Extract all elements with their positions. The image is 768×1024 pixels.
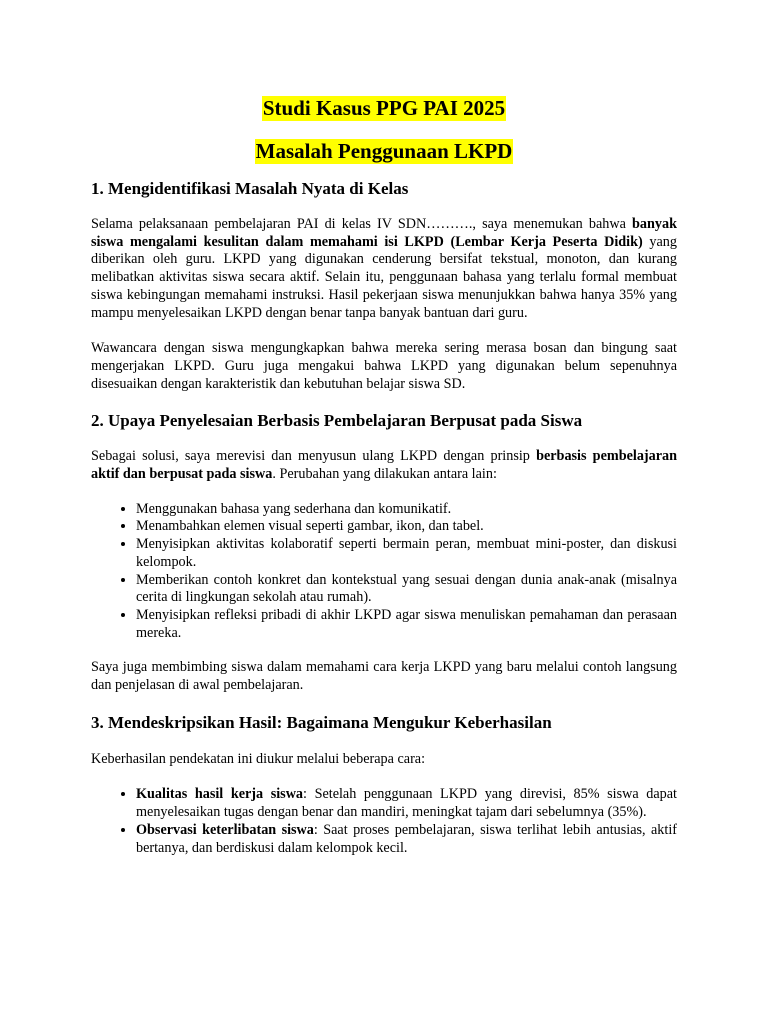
list-item: • Menggunakan bahasa yang sederhana dan komunikatif. xyxy=(136,501,677,519)
document-title: Studi Kasus PPG PAI 2025 xyxy=(262,96,506,120)
section-2-paragraph-2: Saya juga membimbing siswa dalam memahami cara kerja LKPD yang baru melalui contoh langsung dan penjelasan di awal pembelajaran. xyxy=(91,659,677,694)
document-subtitle: Masalah Penggunaan LKPD xyxy=(255,139,513,163)
list-item-label: Observasi keterlibatan siswa xyxy=(136,821,314,838)
list-item: • Menambahkan elemen visual seperti gambar, ikon, dan tabel. xyxy=(136,518,677,536)
bold-text-run: berbasis pembelajaran aktif dan berpusat pada siswa xyxy=(91,448,678,483)
list-item xyxy=(136,822,677,857)
section-3-list xyxy=(91,786,677,857)
list-item xyxy=(136,786,677,821)
text-run: yang diberikan oleh guru. LKPD yang digunakan cenderung bersifat tekstual, monoton, dan kurang melibatkan aktivitas siswa secara aktif. Selain itu, penggunaan bahasa yang terlalu formal membuat siswa kebingungan memahami instruksi. Hasil pekerjaan siswa menunjukkan bahwa hanya 35% yang mampu menyelesaikan LKPD dengan benar tanpa banyak bantuan dari guru. xyxy=(91,233,677,321)
section-3-paragraph-1: Keberhasilan pendekatan ini diukur melalui beberapa cara: xyxy=(91,750,426,767)
section-1-heading: 1. Mengidentifikasi Masalah Nyata di Kelas xyxy=(91,179,409,198)
section-2-paragraph-1 xyxy=(91,448,677,483)
list-item: • Menyisipkan aktivitas kolaboratif seperti bermain peran, membuat mini-poster, dan diskusi kelompok. xyxy=(136,536,677,571)
text-run: Selama pelaksanaan pembelajaran PAI di kelas IV SDN………., saya menemukan bahwa xyxy=(91,216,633,232)
list-item: • Menyisipkan refleksi pribadi di akhir LKPD agar siswa menuliskan pemahaman dan perasaan mereka. xyxy=(136,607,677,642)
subtitle-block xyxy=(91,139,677,164)
list-item: • Memberikan contoh konkret dan kontekstual yang sesuai dengan dunia anak-anak (misalnya cerita di lingkungan sekolah atau rumah). xyxy=(136,572,677,607)
text-run: . Perubahan yang dilakukan antara lain: xyxy=(272,466,497,483)
text-run: Sebagai solusi, saya merevisi dan menyusun ulang LKPD dengan prinsip xyxy=(91,448,537,465)
section-2-heading: 2. Upaya Penyelesaian Berbasis Pembelajaran Berpusat pada Siswa xyxy=(91,411,583,431)
section-2-list xyxy=(91,501,677,643)
title-block xyxy=(91,96,677,121)
list-item-text: : Setelah penggunaan LKPD yang direvisi, 85% siswa dapat menyelesaikan tugas dengan benar dan mandiri, meningkat tajam dari sebelumnya (35%). xyxy=(136,786,677,821)
section-1-paragraph-2: Wawancara dengan siswa mengungkapkan bahwa mereka sering merasa bosan dan bingung saat mengerjakan LKPD. Guru juga mengakui bahwa LKPD yang digunakan belum sepenuhnya disesuaikan dengan karakteristik dan kebutuhan belajar siswa SD. xyxy=(91,340,677,392)
section-1-paragraph-1 xyxy=(91,216,677,322)
list-item-label: Kualitas hasil kerja siswa xyxy=(136,786,304,803)
section-3-heading: 3. Mendeskripsikan Hasil: Bagaimana Mengukur Keberhasilan xyxy=(91,712,552,732)
bold-text-run: banyak siswa mengalami kesulitan dalam memahami isi LKPD (Lembar Kerja Peserta Didik) xyxy=(91,216,677,250)
list-item-text: : Saat proses pembelajaran, siswa terlihat lebih antusias, aktif bertanya, dan berdiskusi dalam kelompok kecil. xyxy=(136,821,677,856)
